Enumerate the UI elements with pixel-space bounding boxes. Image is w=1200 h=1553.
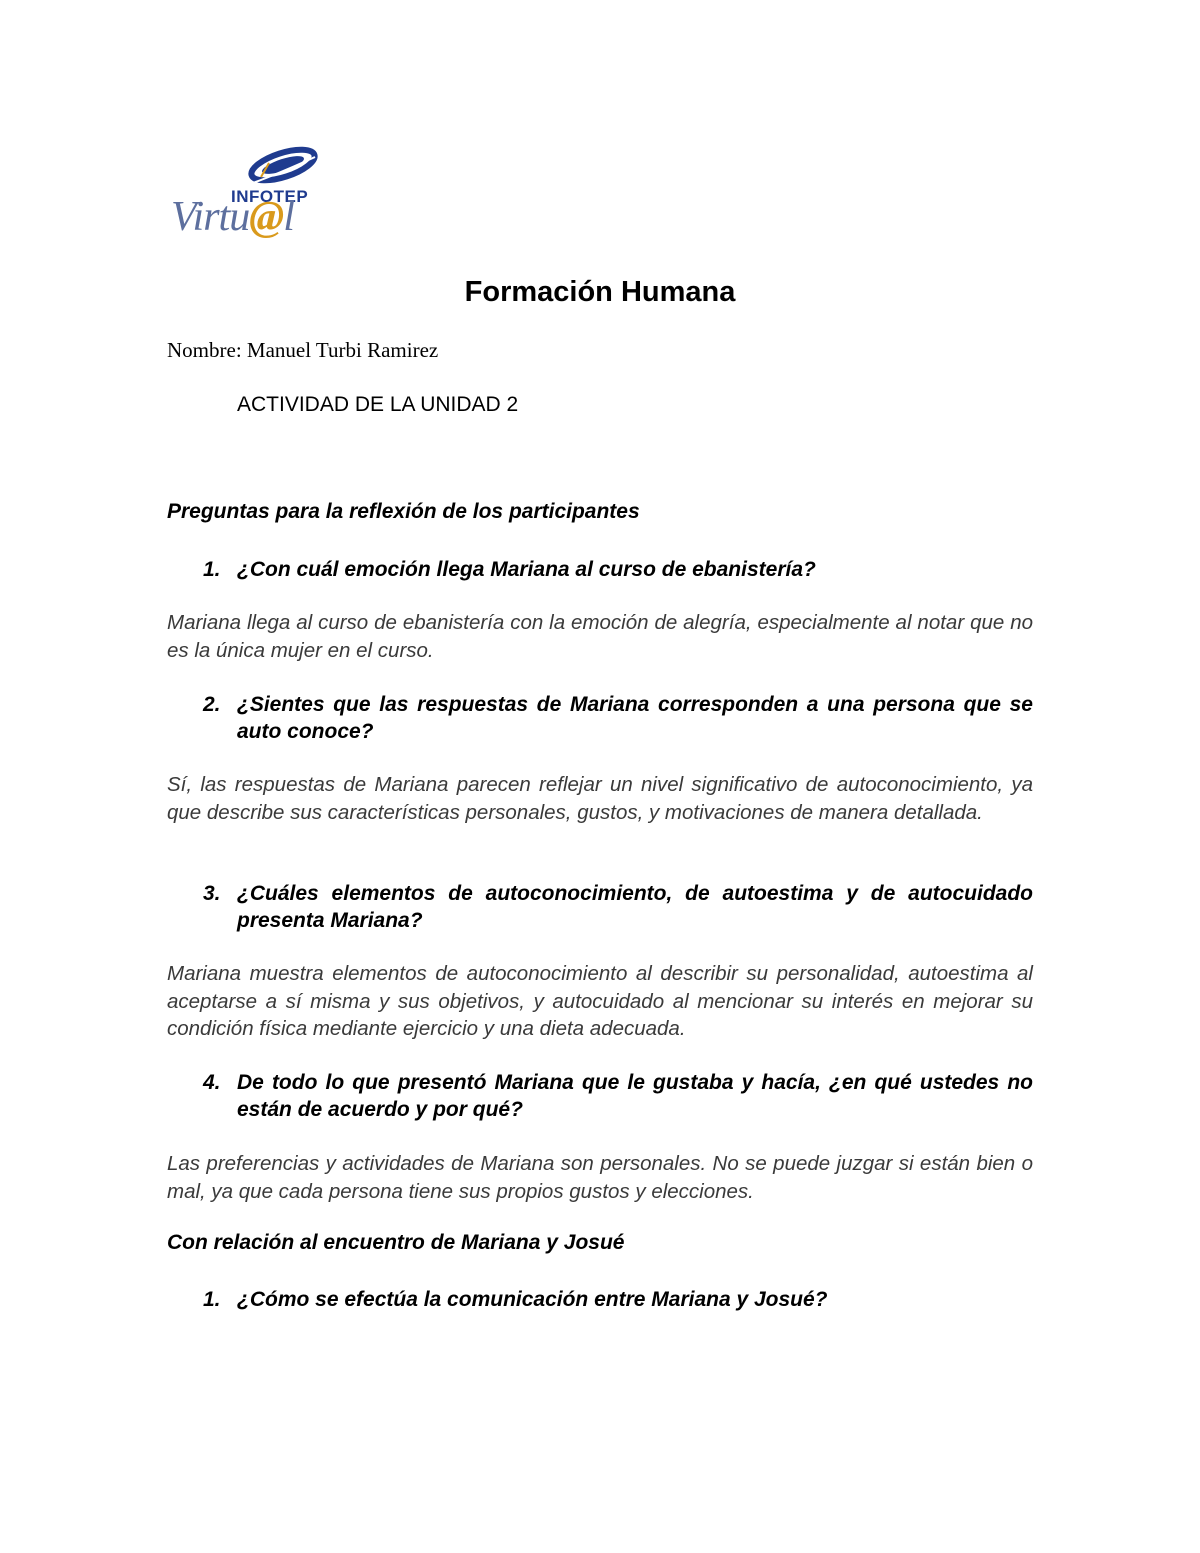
question-item (167, 691, 1033, 745)
question-number: 1. (203, 1288, 221, 1311)
answer-text: Mariana muestra elementos de autoconocimiento al describir su personalidad, autoestima al aceptarse a sí misma y sus objetivos, y autocuidado al mencionar su interés en mejorar su condición física mediante ejercicio y una dieta adecuada. (167, 962, 1033, 1040)
logo-virtual-text: Virtu@l (171, 194, 294, 240)
answer-text: Las preferencias y actividades de Mariana son personales. No se puede juzgar si están bien o mal, ya que cada persona tiene sus propios gustos y elecciones. (167, 1152, 1033, 1203)
question-text: De todo lo que presentó Mariana que le gustaba y hacía, ¿en qué ustedes no están de acuerdo y por qué? (237, 1071, 1033, 1121)
activity-heading: ACTIVIDAD DE LA UNIDAD 2 (237, 393, 519, 416)
question-number: 1. (203, 558, 221, 581)
section-heading-reflexion: Preguntas para la reflexión de los participantes (167, 500, 640, 523)
infotep-virtual-logo (165, 143, 335, 243)
question-item (167, 1286, 1033, 1313)
logo-infotep-text: INFOTEP (231, 187, 309, 206)
question-number: 4. (203, 1071, 221, 1094)
question-item (167, 1069, 1033, 1123)
document-title: Formación Humana (464, 276, 736, 308)
question-number: 3. (203, 882, 221, 905)
question-text: ¿Cuáles elementos de autoconocimiento, de autoestima y de autocuidado presenta Mariana? (237, 882, 1033, 932)
question-text: ¿Con cuál emoción llega Mariana al curso de ebanistería? (237, 558, 816, 581)
student-name: Nombre: Manuel Turbi Ramirez (167, 338, 439, 362)
question-text: ¿Cómo se efectúa la comunicación entre Mariana y Josué? (237, 1288, 828, 1311)
answer-text: Mariana llega al curso de ebanistería con la emoción de alegría, especialmente al notar que no es la única mujer en el curso. (167, 611, 1033, 662)
question-item (167, 556, 1033, 583)
question-text: ¿Sientes que las respuestas de Mariana corresponden a una persona que se auto conoce? (237, 693, 1033, 743)
answer-text: Sí, las respuestas de Mariana parecen reflejar un nivel significativo de autoconocimiento, ya que describe sus características personales, gustos, y motivaciones de manera detallada. (167, 773, 1033, 824)
question-item (167, 880, 1033, 934)
question-number: 2. (203, 693, 221, 716)
section-heading-encuentro: Con relación al encuentro de Mariana y Josué (167, 1231, 625, 1254)
